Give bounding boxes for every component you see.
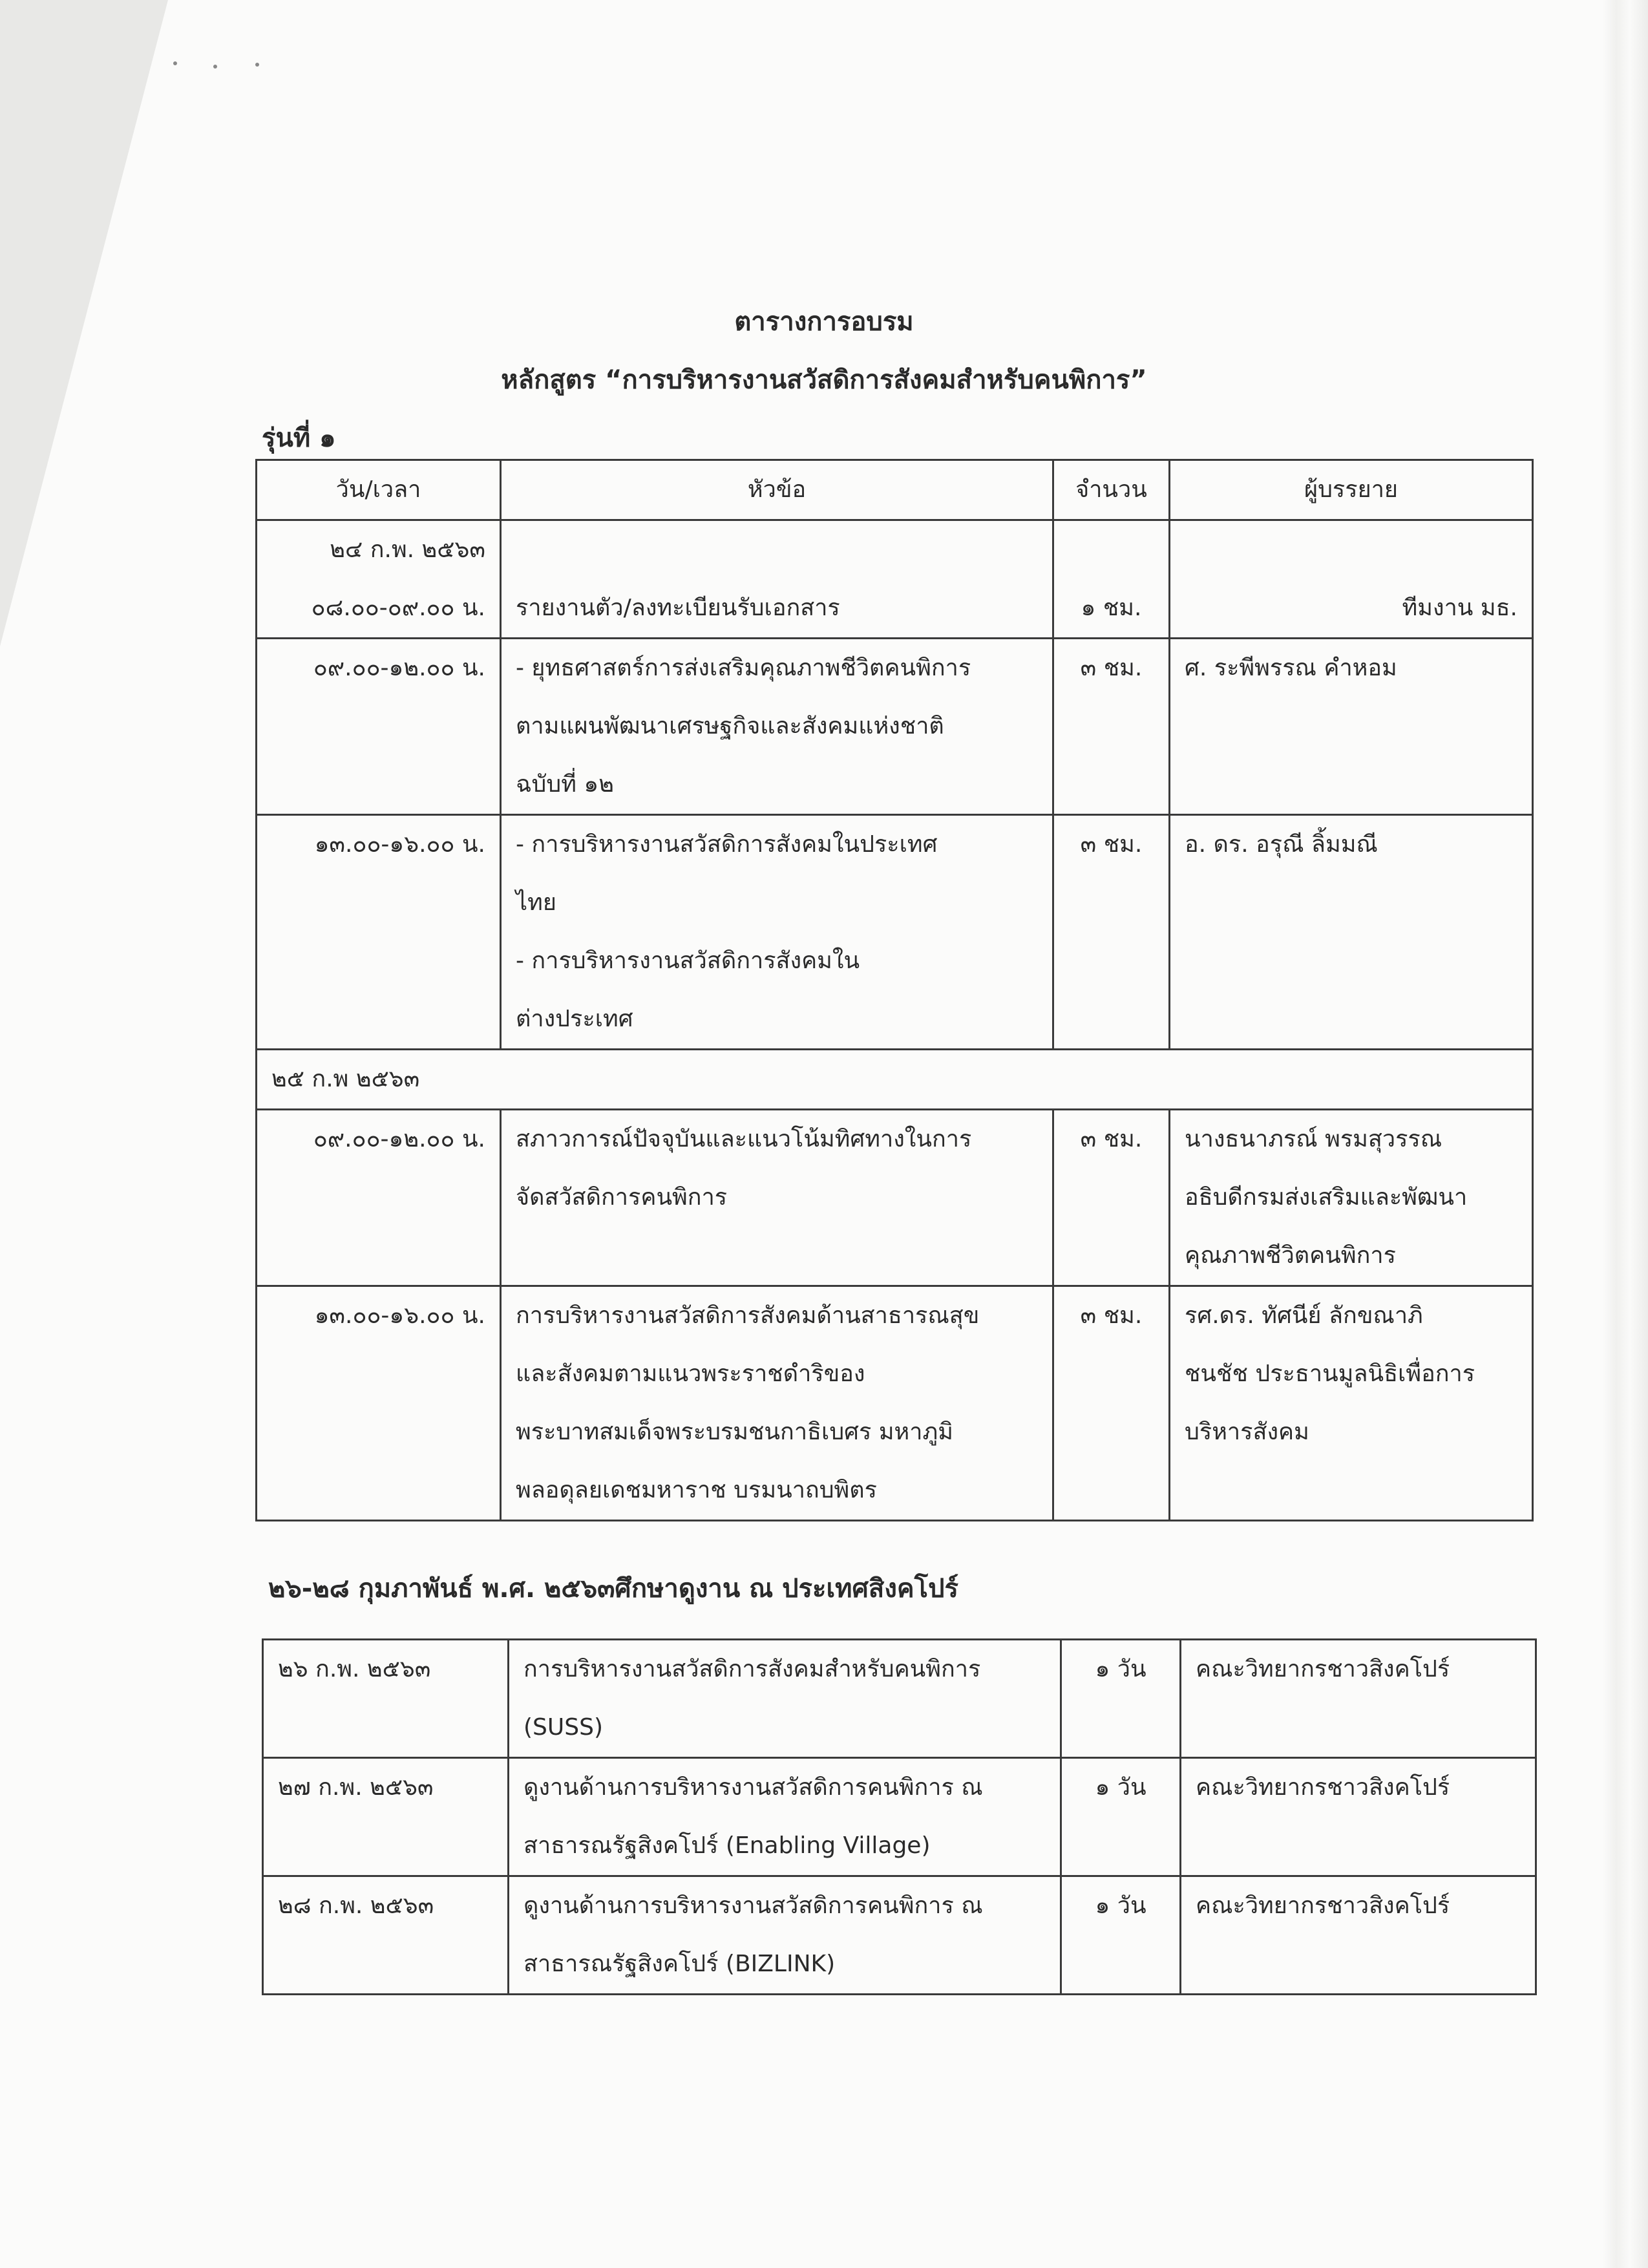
cell-speaker: คณะวิทยากรชาวสิงคโปร์ [1181,1876,1536,1995]
cell-date: ๒๖ ก.พ. ๒๕๖๓ [263,1640,509,1758]
cell-duration: ๓ ชม. [1053,1110,1170,1286]
cell-topic: การบริหารงานสวัสดิการสังคมด้านสาธารณสุข และสังคมตามแนวพระราชดำริของ พระบาทสมเด็จพระบรมชนกาธิเบศร มหาภูมิ พลอดุลยเดชมหาราช บรมนาถบพิตร [501,1286,1053,1521]
table-row [257,1110,1533,1286]
header-datetime: วัน/เวลา [257,460,501,520]
table-row [257,639,1533,815]
cell-duration: ๑ วัน [1061,1758,1181,1876]
date-row: ๒๕ ก.พ ๒๕๖๓ [257,1050,1533,1110]
section2-heading: ๒๖-๒๘ กุมภาพันธ์ พ.ศ. ๒๕๖๓ศึกษาดูงาน ณ ประเทศสิงคโปร์ [268,1574,958,1604]
speck [213,65,217,69]
cell-speaker: อ. ดร. อรุณี ลิ้มมณี [1170,815,1533,1050]
speck [255,63,259,67]
header-topic: หัวข้อ [501,460,1053,520]
cell-duration: ๓ ชม. [1053,1286,1170,1521]
table-row [257,815,1533,1050]
table-row [257,520,1533,639]
cell-datetime: ๐๙.๐๐-๑๒.๐๐ น. [257,639,501,815]
cell-speaker: นางธนาภรณ์ พรมสุวรรณ อธิบดีกรมส่งเสริมและพัฒนา คุณภาพชีวิตคนพิการ [1170,1110,1533,1286]
cell-topic: ดูงานด้านการบริหารงานสวัสดิการคนพิการ ณ สาธารณรัฐสิงคโปร์ (Enabling Village) [509,1758,1061,1876]
cell-speaker: คณะวิทยากรชาวสิงคโปร์ [1181,1758,1536,1876]
cell-datetime: ๐๙.๐๐-๑๒.๐๐ น. [257,1110,501,1286]
header-duration: จำนวน [1053,460,1170,520]
course-title: หลักสูตร “การบริหารงานสวัสดิการสังคมสำหรับคนพิการ” [501,365,1147,395]
cell-topic: - การบริหารงานสวัสดิการสังคมในประเทศ ไทย - การบริหารงานสวัสดิการสังคมใน ต่างประเทศ [501,815,1053,1050]
schedule-table-1 [255,459,1534,1521]
table-header-row [257,460,1533,520]
cell-duration: ๑ วัน [1061,1876,1181,1995]
table-row [257,1050,1533,1110]
cell-datetime: ๑๓.๐๐-๑๖.๐๐ น. [257,1286,501,1521]
cell-duration: ๓ ชม. [1053,815,1170,1050]
table-row [263,1876,1536,1995]
table-row [257,1286,1533,1521]
cell-speaker: รศ.ดร. ทัศนีย์ ลักขณาภิ ชนชัช ประธานมูลนิธิเพื่อการ บริหารสังคม [1170,1286,1533,1521]
cell-duration: ๑ ชม. [1053,520,1170,639]
cell-date: ๒๗ ก.พ. ๒๕๖๓ [263,1758,509,1876]
cell-topic: - ยุทธศาสตร์การส่งเสริมคุณภาพชีวิตคนพิการ ตามแผนพัฒนาเศรษฐกิจและสังคมแห่งชาติ ฉบับที่ ๑๒ [501,639,1053,815]
batch-label: รุ่นที่ ๑ [262,423,336,453]
cell-duration: ๑ วัน [1061,1640,1181,1758]
cell-duration: ๓ ชม. [1053,639,1170,815]
cell-datetime: ๒๔ ก.พ. ๒๕๖๓ ๐๘.๐๐-๐๙.๐๐ น. [257,520,501,639]
cell-topic: ดูงานด้านการบริหารงานสวัสดิการคนพิการ ณ สาธารณรัฐสิงคโปร์ (BIZLINK) [509,1876,1061,1995]
table-row [263,1640,1536,1758]
cell-datetime: ๑๓.๐๐-๑๖.๐๐ น. [257,815,501,1050]
speck [173,61,177,65]
cell-topic: สภาวการณ์ปัจจุบันและแนวโน้มทิศทางในการ จัดสวัสดิการคนพิการ [501,1110,1053,1286]
cell-date: ๒๘ ก.พ. ๒๕๖๓ [263,1876,509,1995]
document-title: ตารางการอบรม [734,307,914,337]
cell-speaker: ทีมงาน มธ. [1170,520,1533,639]
cell-speaker: ศ. ระพีพรรณ คำหอม [1170,639,1533,815]
cell-topic: การบริหารงานสวัสดิการสังคมสำหรับคนพิการ (SUSS) [509,1640,1061,1758]
cell-speaker: คณะวิทยากรชาวสิงคโปร์ [1181,1640,1536,1758]
cell-topic: รายงานตัว/ลงทะเบียนรับเอกสาร [501,520,1053,639]
schedule-table-2 [262,1638,1537,1995]
table-row [263,1758,1536,1876]
header-speaker: ผู้บรรยาย [1170,460,1533,520]
